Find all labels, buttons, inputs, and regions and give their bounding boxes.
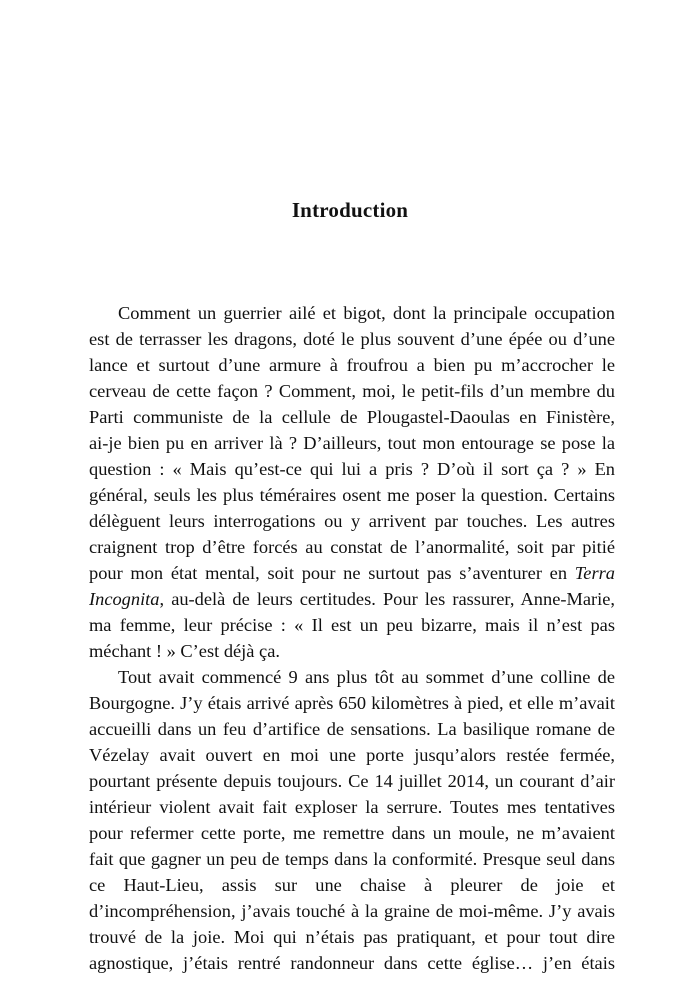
body-text bbox=[89, 300, 615, 976]
text-line-with-italic bbox=[89, 586, 615, 612]
text-line: question : « Mais qu’est-ce qui lui a pris ? D’où il sort ça ? » En bbox=[89, 459, 615, 479]
text-segment: , au-delà de leurs certitudes. Pour les rassurer, Anne-Marie, bbox=[159, 589, 615, 609]
text-line: agnostique, j’étais rentré randonneur dans cette église… j’en étais bbox=[89, 953, 615, 973]
text-line: Tout avait commencé 9 ans plus tôt au sommet d’une colline de bbox=[118, 667, 615, 687]
text-line: ce Haut-Lieu, assis sur une chaise à pleurer de joie et bbox=[89, 875, 615, 895]
italic-term: Terra bbox=[574, 563, 615, 583]
text-line: général, seuls les plus téméraires osent me poser la question. Certains bbox=[89, 485, 615, 505]
text-line: pour refermer cette porte, me remettre dans un moule, ne m’avaient bbox=[89, 823, 615, 843]
text-line: intérieur violent avait fait exploser la serrure. Toutes mes tentatives bbox=[89, 797, 615, 817]
text-line: accueilli dans un feu d’artifice de sensations. La basilique romane de bbox=[89, 719, 615, 739]
text-segment: pour mon état mental, soit pour ne surtout pas s’aventurer en bbox=[89, 563, 568, 583]
text-line: fait que gagner un peu de temps dans la conformité. Presque seul dans bbox=[89, 849, 615, 869]
text-line: Comment un guerrier ailé et bigot, dont la principale occupation bbox=[118, 303, 615, 323]
italic-term: Incognita bbox=[89, 589, 160, 609]
text-line: trouvé de la joie. Moi qui n’étais pas pratiquant, et pour tout dire bbox=[89, 927, 615, 947]
text-line: d’incompréhension, j’avais touché à la graine de moi-même. J’y avais bbox=[89, 901, 615, 921]
text-line-with-italic bbox=[89, 560, 615, 586]
text-line: méchant ! » C’est déjà ça. bbox=[89, 641, 280, 661]
text-line: Parti communiste de la cellule de Plougastel-Daoulas en Finistère, bbox=[89, 407, 615, 427]
text-line: délèguent leurs interrogations ou y arrivent par touches. Les autres bbox=[89, 511, 615, 531]
text-line: ma femme, leur précise : « Il est un peu bizarre, mais il n’est pas bbox=[89, 615, 615, 635]
text-line: est de terrasser les dragons, doté le plus souvent d’une épée ou d’une bbox=[89, 329, 615, 349]
text-line: craignent trop d’être forcés au constat de l’anormalité, soit par pitié bbox=[89, 537, 615, 557]
text-line: pourtant présente depuis toujours. Ce 14 juillet 2014, un courant d’air bbox=[89, 771, 615, 791]
text-line: lance et surtout d’une armure à froufrou a bien pu m’accrocher le bbox=[89, 355, 615, 375]
text-line: Vézelay avait ouvert en moi une porte jusqu’alors restée fermée, bbox=[89, 745, 615, 765]
text-line: Bourgogne. J’y étais arrivé après 650 kilomètres à pied, et elle m’avait bbox=[89, 693, 615, 713]
text-line: ai-je bien pu en arriver là ? D’ailleurs, tout mon entourage se pose la bbox=[89, 433, 615, 453]
chapter-title: Introduction bbox=[291, 198, 409, 222]
text-line: cerveau de cette façon ? Comment, moi, le petit-fils d’un membre du bbox=[89, 381, 615, 401]
